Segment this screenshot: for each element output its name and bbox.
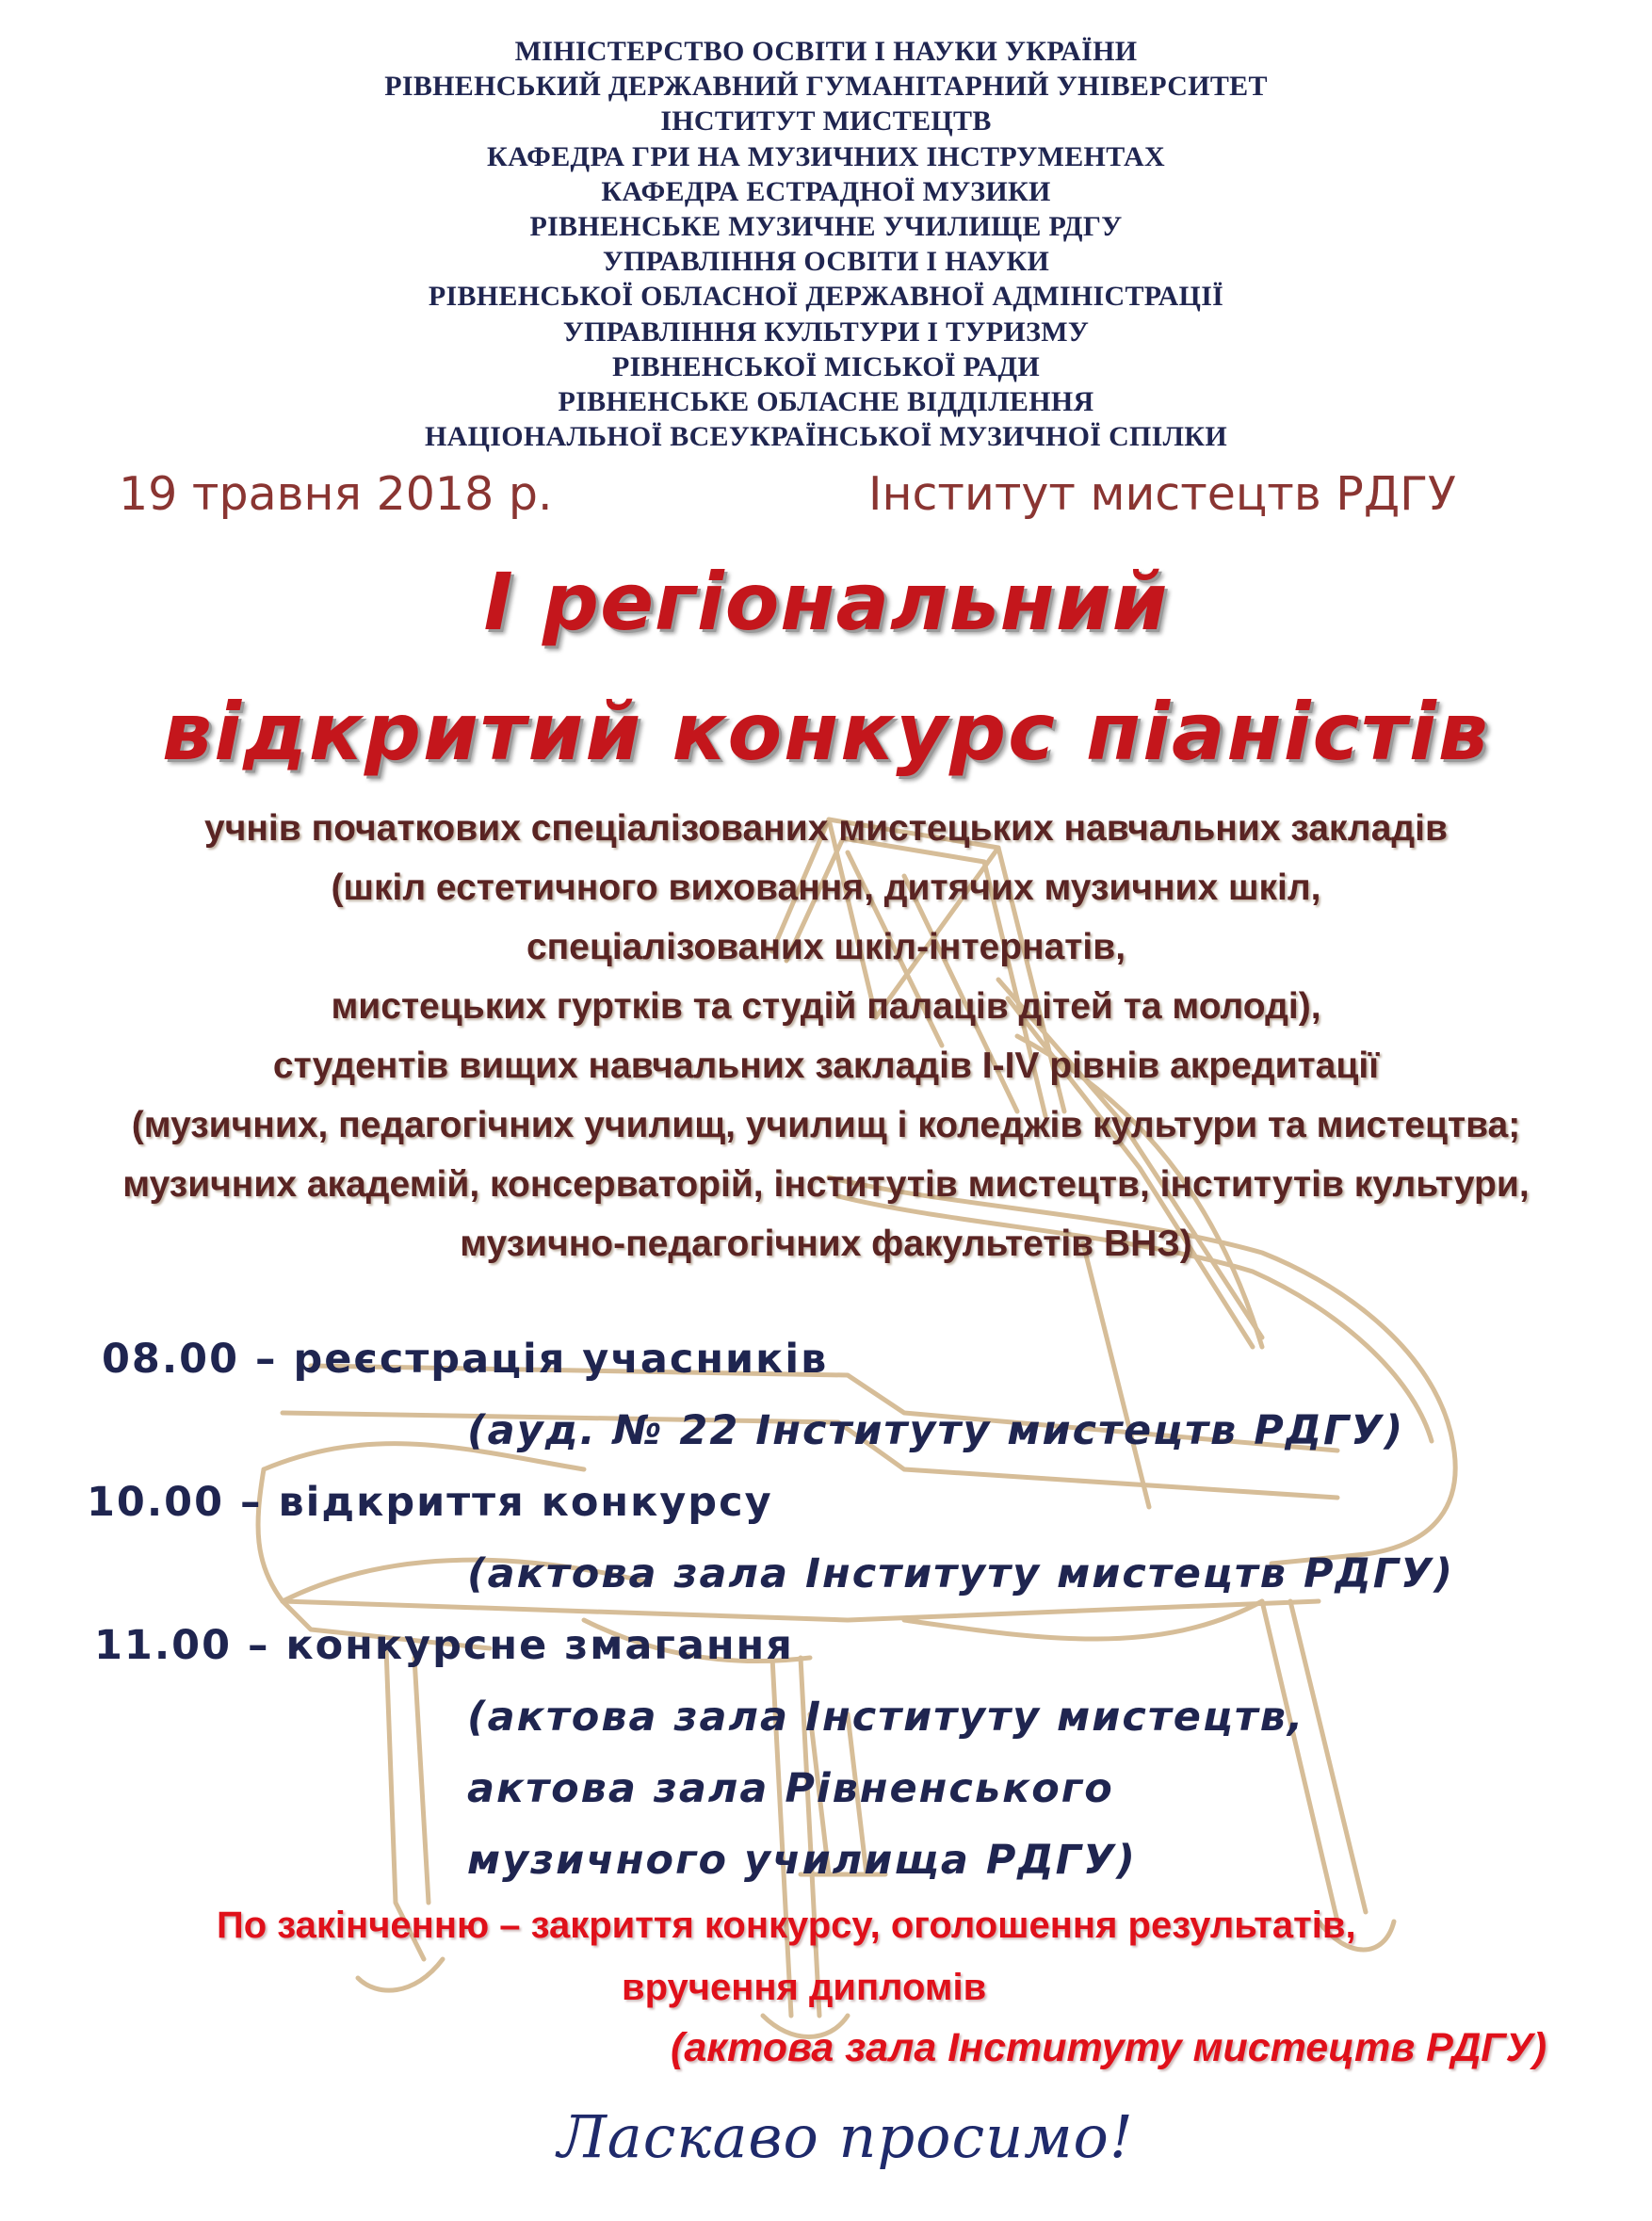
schedule-location-competition-line-2: актова зала Рівненського	[467, 1765, 1114, 1812]
description-line: студентів вищих навчальних закладів І-ІV рівнів акредитації	[272, 1046, 1380, 1086]
welcome-message: Ласкаво просимо!	[558, 2102, 1134, 2171]
event-date: 19 травня 2018 р.	[119, 467, 553, 521]
closing-ceremony-location: (актова зала Інституту мистецтв РДГУ)	[671, 2025, 1547, 2070]
event-title-line-1: І регіональний	[483, 556, 1169, 648]
organizer-line: УПРАВЛІННЯ КУЛЬТУРИ І ТУРИЗМУ	[562, 316, 1090, 348]
schedule-location-competition-line-3: музичного училища РДГУ)	[467, 1837, 1137, 1884]
organizer-line: КАФЕДРА ЕСТРАДНОЇ МУЗИКИ	[601, 175, 1051, 207]
schedule-location-competition-line-1: (актова зала Інституту мистецтв,	[467, 1694, 1305, 1741]
organizer-line: УПРАВЛІННЯ ОСВІТИ І НАУКИ	[602, 246, 1050, 278]
description-line: музично-педагогічних факультетів ВНЗ)	[460, 1224, 1192, 1264]
organizer-line: МІНІСТЕРСТВО ОСВІТИ І НАУКИ УКРАЇНИ	[514, 36, 1138, 67]
organizers-list	[0, 34, 1652, 454]
organizer-line: КАФЕДРА ГРИ НА МУЗИЧНИХ ІНСТРУМЕНТАХ	[487, 140, 1165, 172]
organizer-line: НАЦІОНАЛЬНОЇ ВСЕУКРАЇНСЬКОЇ МУЗИЧНОЇ СПІЛКИ	[425, 421, 1227, 453]
schedule-location-registration: (ауд. № 22 Інституту мистецтв РДГУ)	[467, 1407, 1405, 1454]
organizer-line: ІНСТИТУТ МИСТЕЦТВ	[660, 105, 992, 138]
event-venue: Інститут мистецтв РДГУ	[868, 467, 1456, 521]
organizer-line: РІВНЕНСЬКОЇ ОБЛАСНОЇ ДЕРЖАВНОЇ АДМІНІСТРАЦІЇ	[428, 281, 1224, 313]
organizer-line: РІВНЕНСЬКИЙ ДЕРЖАВНИЙ ГУМАНІТАРНИЙ УНІВЕРСИТЕТ	[384, 71, 1268, 103]
schedule-location-opening: (актова зала Інституту мистецтв РДГУ)	[467, 1550, 1454, 1597]
organizer-line: РІВНЕНСЬКЕ МУЗИЧНЕ УЧИЛИЩЕ РДГУ	[529, 211, 1123, 243]
event-title-line-2: відкритий конкурс піаністів	[162, 686, 1490, 778]
description-line: (музичних, педагогічних училищ, училищ і коледжів культури та мистецтва;	[131, 1105, 1521, 1145]
participants-description	[0, 799, 1652, 1273]
schedule-item-opening: 10.00 – відкриття конкурсу	[87, 1479, 773, 1526]
description-line: музичних академій, консерваторій, інститутів мистецтв, інститутів культури,	[122, 1164, 1530, 1205]
description-line: учнів початкових спеціалізованих мистецьких навчальних закладів	[204, 808, 1448, 849]
closing-ceremony-line-1: По закінченню – закриття конкурсу, оголошення результатів,	[217, 1905, 1356, 1946]
organizer-line: РІВНЕНСЬКОЇ МІСЬКОЇ РАДИ	[611, 350, 1041, 382]
closing-ceremony-line-2: вручення дипломів	[622, 1967, 987, 2008]
schedule-item-registration: 08.00 – реєстрація учасників	[102, 1336, 829, 1383]
description-line: (шкіл естетичного виховання, дитячих музичних шкіл,	[331, 867, 1321, 908]
description-line: мистецьких гуртків та студій палаців дітей та молоді),	[331, 986, 1321, 1027]
organizer-line: РІВНЕНСЬКЕ ОБЛАСНЕ ВІДДІЛЕННЯ	[558, 386, 1094, 418]
description-line: спеціалізованих шкіл-інтернатів,	[526, 927, 1126, 967]
schedule-item-competition: 11.00 – конкурсне змагання	[94, 1622, 794, 1669]
